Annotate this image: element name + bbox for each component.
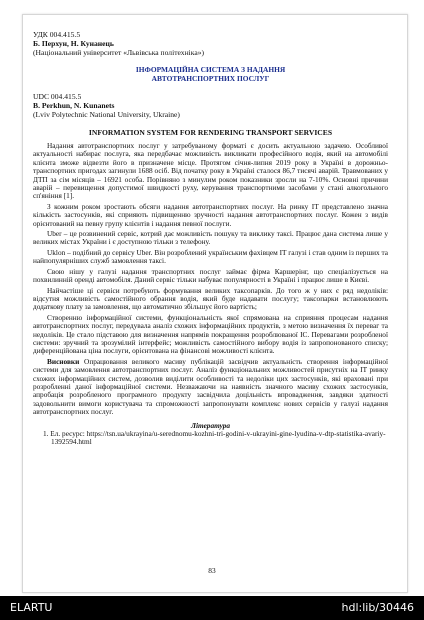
literature-item-1: 1. Ел. ресурс: https://tsn.ua/ukrayina/u-serednomu-kozhni-tri-godini-v-ukrayini-gine-lyudina-v-dtp-statistika-avariy-1392594.html [43, 429, 386, 447]
paragraph-2: З кожним роком зростають обсяги надання автотранспортних послуг. На ринку IT представлено значна кількість застосунків, які сприяють підвищенню зручності надання автотранспортних послуг. Кожен з видів орієнтований на певну групу клієнтів і надання певної послуги. [33, 201, 388, 228]
paragraph-3: Uber – це розвинений сервіс, котрий дає можливість пошуку та виклику таксі. Працює дана система лише у великих містах України і є доступною тільки з телефону. [33, 229, 388, 247]
conclusion-label: Висновки [47, 356, 80, 366]
paragraph-6: Найчастіше ці сервіси потребують формування великих таксопарків. До того ж у них є ряд недоліків: відсутня можливість самостійного обрання водія, який буде надавати послугу; таксопарки встановлюють додаткову плату за замовлення, що автоматично збільшує його вартість; [33, 285, 388, 312]
affiliation-en-country: , Ukraine) [149, 110, 180, 119]
affiliation-en [33, 110, 388, 119]
title-ua [33, 65, 388, 83]
paragraph-5: Свою нішу у галузі надання транспортних послуг займає фірма Каршерінг, що спеціалізується на похвилинній оренді автомобіля. Даний сервіс тільки набуває популярності в Україні і працює лише в Києві. [33, 266, 388, 285]
title-ua-line2: АВТОТРАНСПОРТНИХ ПОСЛУГ [151, 74, 270, 83]
literature-heading: Література [190, 420, 231, 430]
paragraph-4: Uklon – подібний до сервісу Uber. Він розроблений українським фахівцем IT галузі і став одним із перших та найпопулярніших служб замовлення таксі. [33, 247, 388, 266]
page-number: 83 [208, 566, 216, 575]
footer-handle: hdl:lib/30446 [341, 601, 414, 614]
document-content [33, 30, 388, 447]
conclusion-paragraph [33, 358, 388, 417]
authors-ua: Б. Перхун, Н. Кунанець [33, 39, 114, 48]
affiliation-en-main: (Lviv Polytechnic National University [33, 110, 150, 119]
title-en: INFORMATION SYSTEM FOR RENDERING TRANSPORT SERVICES [88, 128, 333, 137]
footer-bar [0, 596, 424, 620]
authors-en: B. Perkhun, N. Kunanets [33, 101, 115, 110]
udc-ua: УДК 004.415.5 [33, 30, 81, 39]
paragraph-1: Надання автотранспортних послуг у затребуваному форматі є досить актуальною задачею. Особливої актуальності набирає послуга, яка передбачає можливість викликати професійного водія, який на автомобілі клієнта зможе відвезти його в призначене місце. Протягом січня-липня 2019 року в Україні в дорожньо-транспортних пригодах загинули 1688 осіб. Від початку року в Україні сталося 86,7 тисячі аварій. Травмованих у ДТП за сім місяців – 16921 особа. Порівняно з минулим роком показники зросли на 7-10%. Основні причини аварій – перевищення допустимої швидкості руху, керування транспортними засобами у стані алкогольного сп'яніння [1]. [33, 141, 388, 201]
paragraph-7: Створенню інформаційної системи, функціональність якої спрямована на сприяння процесам надання автотранспортних послуг, передувала аналіз схожих інформаційних продуктів, з метою визначення їх переваг та недоліків. Це стало підставою для визначення напрямів покращення розроблюваної ІС. Перевагами розробленої системи: зручний та зрозумілий інтерфейс; можливість самостійного вибору водія із запропонованого списку; диференційована ціна послуги, орієнтована на фінансові можливості клієнта. [33, 312, 388, 356]
footer-repository-name: ELARTU [10, 601, 53, 614]
udc-en: UDC 004.415.5 [33, 92, 82, 101]
conclusion-text: Опрацювання великого масиву публікацій засвідчив актуальність створення інформаційної системи для замовлення автотранспортних послуг. Аналіз функціональних можливостей присутніх на IT ринку схожих інформаційних систем, дозволив виділити особливості та недоліки цих застосунків, які враховані при розробленні даної інформаційної системи. Незважаючи на наявність значного масиву схожих застосунків, апробація розробленого програмного продукту засвідчила доцільність впровадження, завдяки здатності задовольнити вимоги користувача та спроможності запропонувати комплекс нових сервісів у галузі надання автотранспортних послуг. [33, 356, 388, 417]
title-ua-line1: ІНФОРМАЦІЙНА СИСТЕМА З НАДАННЯ [135, 65, 286, 74]
affiliation-ua: (Національний університет «Львівська політехніка») [33, 48, 205, 57]
